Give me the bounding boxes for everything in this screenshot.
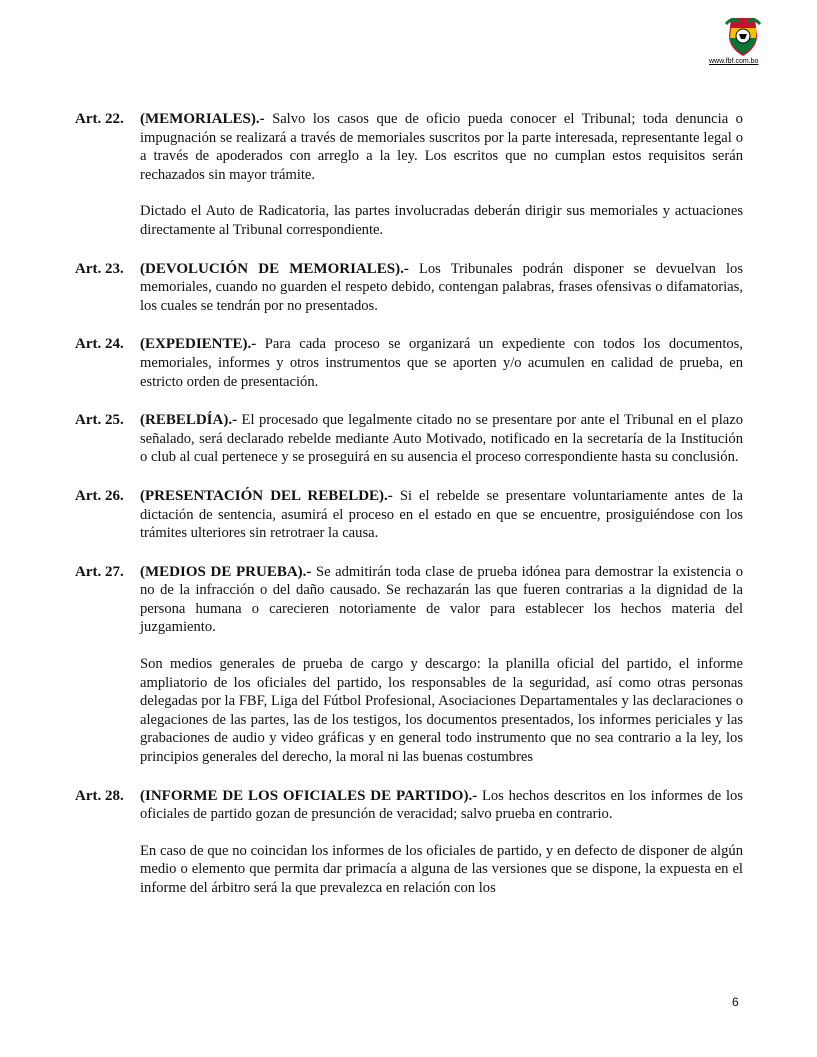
article-extra-paragraph: Dictado el Auto de Radicatoria, las partes involucradas deberán dirigir sus memoriales y actuaciones directamente al Tribunal correspondiente. <box>140 203 743 238</box>
article-paragraph <box>140 563 743 637</box>
article-number: Art. 23. <box>75 260 124 277</box>
article-paragraph <box>140 110 743 184</box>
article-26 <box>75 487 743 543</box>
article-title: (MEMORIALES).- <box>140 111 265 127</box>
article-paragraph <box>140 411 743 467</box>
article-text: Los hechos descritos en los informes de los oficiales de partido gozan de presunción de veracidad; salvo prueba en contrario. <box>140 787 743 823</box>
article-paragraph <box>140 487 743 543</box>
article-paragraph <box>140 335 743 391</box>
article-title: (PRESENTACIÓN DEL REBELDE).- <box>140 487 393 504</box>
article-number: Art. 24. <box>75 336 124 353</box>
article-title: (INFORME DE LOS OFICIALES DE PARTIDO).- <box>140 787 478 804</box>
article-title: (MEDIOS DE PRUEBA).- <box>140 563 312 580</box>
article-paragraph <box>140 260 743 316</box>
fbf-logo <box>723 14 763 58</box>
article-text: Se admitirán toda clase de prueba idónea para demostrar la existencia o no de la infracción o del daño causado. Se rechazarán las que fueren contrarias a la dignidad de la persona humana o carecieren notoriamente de valor para establecer los hechos materia del juzgamiento. <box>140 563 743 636</box>
article-number: Art. 27. <box>75 563 124 580</box>
article-28 <box>75 787 743 898</box>
article-text: Salvo los casos que de oficio pueda conocer el Tribunal; toda denuncia o impugnación se realizará a través de memoriales suscritos por la parte interesada, representante legal o a través de apoderados con arreglo a la ley. Los escritos que no cumplan estos requisitos serán rechazados sin mayor trámite. <box>140 111 743 183</box>
article-paragraph <box>140 787 743 824</box>
article-text: El procesado que legalmente citado no se presentare por ante el Tribunal en el plazo señalado, será declarado rebelde mediante Auto Motivado, notificado en la secretaría de la Institución o club al cual pertenece y se proseguirá en su ausencia el proceso correspondiente hasta su conclusión. <box>140 412 743 466</box>
article-extra-paragraph: Son medios generales de prueba de cargo y descargo: la planilla oficial del partido, el informe ampliatorio de los oficiales del partido, los responsables de la seguridad, así como otras personas delegadas por la FBF, Liga del Fútbol Profesional, Asociaciones Departamentales y las declaraciones o alegaciones de las partes, las de los testigos, los documentos presentados, los informes periciales y las grabaciones de audio y video gráficas y en general todo instrumento que no sea contrario a la ley, los principios generales del derecho, la moral ni las buenas costumbres <box>140 656 743 766</box>
article-number: Art. 26. <box>75 487 124 504</box>
article-number: Art. 25. <box>75 412 124 429</box>
page-number: 6 <box>732 995 739 1009</box>
website-link[interactable]: www.fbf.com.bo <box>709 58 759 65</box>
article-23 <box>75 260 743 316</box>
article-25 <box>75 411 743 467</box>
article-27 <box>75 563 743 767</box>
article-title: (DEVOLUCIÓN DE MEMORIALES).- <box>140 260 409 277</box>
article-text: Los Tribunales podrán disponer se devuelvan los memoriales, cuando no guarden el respeto debido, contengan palabras, frases ofensivas o difamatorias, los cuales se tendrán por no presentados. <box>140 260 744 314</box>
document-body <box>75 110 743 918</box>
article-24 <box>75 335 743 391</box>
article-22 <box>75 110 743 240</box>
article-number: Art. 28. <box>75 787 124 804</box>
article-title: (REBELDÍA).- <box>140 412 238 429</box>
article-text: Si el rebelde se presentare voluntariamente antes de la dictación de sentencia, asumirá el proceso en el estado en que se encuentre, prosiguiéndose con los trámites ulteriores sin retrotraer la causa. <box>140 487 744 542</box>
article-title: (EXPEDIENTE).- <box>140 336 257 353</box>
article-extra-paragraph: En caso de que no coincidan los informes de los oficiales de partido, y en defecto de disponer de algún medio o elemento que permita dar primacía a alguna de las versiones que se dispone, la expuesta en el informe del árbitro será la que prevalezca en relación con los <box>140 842 743 896</box>
article-text: Para cada proceso se organizará un expediente con todos los documentos, memoriales, informes y otros instrumentos que se aporten y/o acumulen en calidad de prueba, en estricto orden de presentación. <box>140 336 744 390</box>
article-number: Art. 22. <box>75 111 124 127</box>
